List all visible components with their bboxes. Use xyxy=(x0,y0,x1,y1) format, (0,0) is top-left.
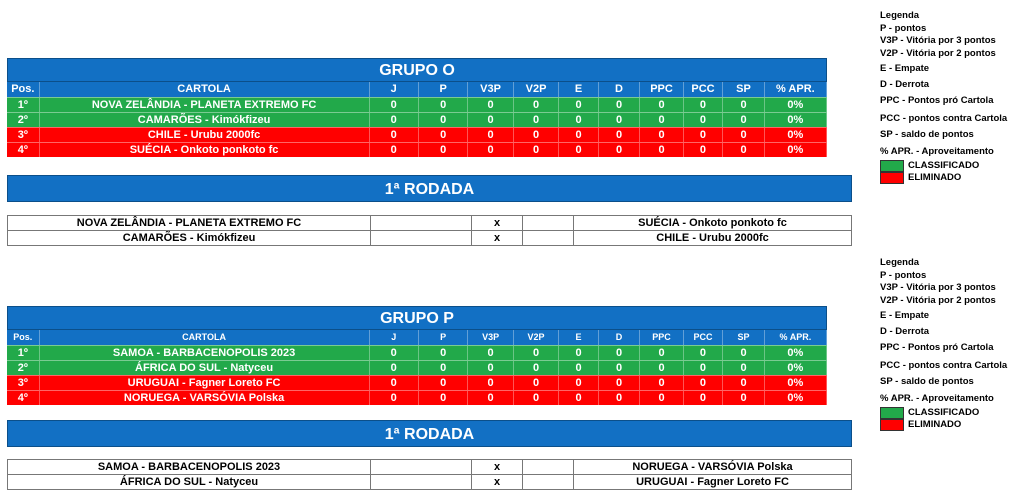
pos-cell: 4º xyxy=(7,143,40,157)
e-cell: 0 xyxy=(559,346,599,360)
col-v3p: V3P xyxy=(468,82,513,97)
col-p: P xyxy=(419,82,468,97)
legend-item: PPC - Pontos pró Cartola xyxy=(880,95,994,106)
ppc-cell: 0 xyxy=(640,98,683,112)
match-row xyxy=(8,216,852,231)
legend-item: D - Derrota xyxy=(880,325,930,337)
home-team: CAMARÕES - Kimókfizeu xyxy=(8,231,371,246)
pos-cell: 3º xyxy=(7,376,40,390)
pcc-cell: 0 xyxy=(684,128,724,142)
col-d: D xyxy=(599,82,641,97)
d-cell: 0 xyxy=(599,391,641,405)
col-ppc: PPC xyxy=(640,82,683,97)
sp-cell: 0 xyxy=(723,128,765,142)
sp-cell: 0 xyxy=(723,361,765,375)
table-row xyxy=(7,97,827,112)
legend-top xyxy=(880,10,1007,184)
versus: x xyxy=(472,231,523,246)
team-name-cell: URUGUAI - Fagner Loreto FC xyxy=(40,376,370,390)
home-score xyxy=(371,216,472,231)
col-apr: % APR. xyxy=(765,82,827,97)
team-name-cell: SAMOA - BARBACENOPOLIS 2023 xyxy=(40,346,370,360)
versus: x xyxy=(472,460,523,475)
pcc-cell: 0 xyxy=(684,98,724,112)
d-cell: 0 xyxy=(599,113,641,127)
classified-swatch xyxy=(880,407,904,419)
away-team: NORUEGA - VARSÓVIA Polska xyxy=(574,460,852,475)
away-team: CHILE - Urubu 2000fc xyxy=(574,231,852,246)
team-name-cell: SUÉCIA - Onkoto ponkoto fc xyxy=(40,143,370,157)
legend-item: P - pontos xyxy=(880,22,927,34)
d-cell: 0 xyxy=(599,98,641,112)
ppc-cell: 0 xyxy=(640,361,683,375)
v2p-cell: 0 xyxy=(514,361,559,375)
p-cell: 0 xyxy=(419,128,468,142)
group-title: GRUPO P xyxy=(7,306,827,330)
v2p-cell: 0 xyxy=(514,376,559,390)
col-j: J xyxy=(370,82,419,97)
col-pcc: PCC xyxy=(684,82,724,97)
j-cell: 0 xyxy=(370,346,419,360)
table-row xyxy=(7,360,827,375)
match-table xyxy=(7,459,852,490)
team-name-cell: CAMARÕES - Kimókfizeu xyxy=(40,113,370,127)
versus: x xyxy=(472,216,523,231)
legend-item: V2P - Vitória por 2 pontos xyxy=(880,47,996,59)
v3p-cell: 0 xyxy=(468,361,513,375)
table-row xyxy=(7,390,827,405)
v3p-cell: 0 xyxy=(468,128,513,142)
v2p-cell: 0 xyxy=(514,346,559,360)
home-score xyxy=(371,231,472,246)
match-row xyxy=(8,231,852,246)
pos-cell: 2º xyxy=(7,113,40,127)
sp-cell: 0 xyxy=(723,113,765,127)
match-row xyxy=(8,460,852,475)
round-title: 1ª RODADA xyxy=(7,420,852,447)
sp-cell: 0 xyxy=(723,376,765,390)
e-cell: 0 xyxy=(559,143,599,157)
apr-cell: 0% xyxy=(765,113,827,127)
ppc-cell: 0 xyxy=(640,376,683,390)
p-cell: 0 xyxy=(419,376,468,390)
p-cell: 0 xyxy=(419,113,468,127)
v2p-cell: 0 xyxy=(514,128,559,142)
e-cell: 0 xyxy=(559,113,599,127)
legend-item: E - Empate xyxy=(880,310,930,321)
apr-cell: 0% xyxy=(765,128,827,142)
eliminated-swatch xyxy=(880,172,904,184)
col-apr: % APR. xyxy=(765,330,827,345)
v2p-cell: 0 xyxy=(514,391,559,405)
team-name-cell: NOVA ZELÂNDIA - PLANETA EXTREMO FC xyxy=(40,98,370,112)
j-cell: 0 xyxy=(370,113,419,127)
legend-item: P - pontos xyxy=(880,269,927,281)
legend-item: PCC - pontos contra Cartola xyxy=(880,359,1008,371)
legend-item: SP - saldo de pontos xyxy=(880,376,974,387)
home-team: SAMOA - BARBACENOPOLIS 2023 xyxy=(8,460,371,475)
legend-item: Legenda xyxy=(880,10,920,21)
e-cell: 0 xyxy=(559,98,599,112)
col-v2p: V2P xyxy=(514,82,559,97)
e-cell: 0 xyxy=(559,391,599,405)
legend-item: % APR. - Aproveitamento xyxy=(880,392,994,404)
apr-cell: 0% xyxy=(765,143,827,157)
v3p-cell: 0 xyxy=(468,346,513,360)
d-cell: 0 xyxy=(599,361,641,375)
legend-item: V2P - Vitória por 2 pontos xyxy=(880,294,996,306)
e-cell: 0 xyxy=(559,376,599,390)
col-pos: Pos. xyxy=(7,82,40,97)
apr-cell: 0% xyxy=(765,376,827,390)
table-row xyxy=(7,127,827,142)
away-team: URUGUAI - Fagner Loreto FC xyxy=(574,475,852,490)
away-score xyxy=(523,216,574,231)
legend-item: PPC - Pontos pró Cartola xyxy=(880,342,994,353)
v3p-cell: 0 xyxy=(468,391,513,405)
pos-cell: 3º xyxy=(7,128,40,142)
pcc-cell: 0 xyxy=(684,376,724,390)
col-cartola: CARTOLA xyxy=(40,330,370,345)
col-sp: SP xyxy=(723,82,765,97)
home-team: NOVA ZELÂNDIA - PLANETA EXTREMO FC xyxy=(8,216,371,231)
p-cell: 0 xyxy=(419,98,468,112)
v3p-cell: 0 xyxy=(468,98,513,112)
p-cell: 0 xyxy=(419,391,468,405)
table-row xyxy=(7,112,827,127)
pos-cell: 4º xyxy=(7,391,40,405)
classified-swatch xyxy=(880,160,904,172)
legend-item: V3P - Vitória por 3 pontos xyxy=(880,35,996,46)
col-v3p: V3P xyxy=(468,330,513,345)
table-row xyxy=(7,375,827,390)
standings-header xyxy=(7,82,827,97)
sp-cell: 0 xyxy=(723,346,765,360)
legend-eliminated xyxy=(880,419,1007,431)
apr-cell: 0% xyxy=(765,98,827,112)
classified-label: CLASSIFICADO xyxy=(908,159,980,171)
d-cell: 0 xyxy=(599,346,641,360)
legend-item: % APR. - Aproveitamento xyxy=(880,145,994,157)
legend-bottom xyxy=(880,257,1007,431)
legend-eliminated xyxy=(880,172,1007,184)
team-name-cell: ÁFRICA DO SUL - Natyceu xyxy=(40,361,370,375)
round-title: 1ª RODADA xyxy=(7,175,852,202)
j-cell: 0 xyxy=(370,361,419,375)
j-cell: 0 xyxy=(370,98,419,112)
legend-item: E - Empate xyxy=(880,63,930,74)
e-cell: 0 xyxy=(559,361,599,375)
pcc-cell: 0 xyxy=(684,391,724,405)
col-cartola: CARTOLA xyxy=(40,82,370,97)
legend-classified xyxy=(880,407,1007,419)
classified-label: CLASSIFICADO xyxy=(908,406,980,418)
v2p-cell: 0 xyxy=(514,143,559,157)
team-name-cell: CHILE - Urubu 2000fc xyxy=(40,128,370,142)
sp-cell: 0 xyxy=(723,391,765,405)
eliminated-label: ELIMINADO xyxy=(908,171,962,183)
legend-item: V3P - Vitória por 3 pontos xyxy=(880,282,996,293)
e-cell: 0 xyxy=(559,128,599,142)
table-row xyxy=(7,345,827,360)
col-d: D xyxy=(599,330,641,345)
pcc-cell: 0 xyxy=(684,361,724,375)
ppc-cell: 0 xyxy=(640,143,683,157)
j-cell: 0 xyxy=(370,376,419,390)
pcc-cell: 0 xyxy=(684,113,724,127)
pos-cell: 2º xyxy=(7,361,40,375)
j-cell: 0 xyxy=(370,391,419,405)
pcc-cell: 0 xyxy=(684,346,724,360)
v3p-cell: 0 xyxy=(468,143,513,157)
versus: x xyxy=(472,475,523,490)
legend-item: D - Derrota xyxy=(880,78,930,90)
legend-item: Legenda xyxy=(880,257,920,268)
d-cell: 0 xyxy=(599,143,641,157)
d-cell: 0 xyxy=(599,376,641,390)
eliminated-swatch xyxy=(880,419,904,431)
col-pcc: PCC xyxy=(684,330,724,345)
away-score xyxy=(523,231,574,246)
sp-cell: 0 xyxy=(723,98,765,112)
ppc-cell: 0 xyxy=(640,391,683,405)
col-e: E xyxy=(559,330,599,345)
col-v2p: V2P xyxy=(514,330,559,345)
v3p-cell: 0 xyxy=(468,376,513,390)
col-p: P xyxy=(419,330,468,345)
apr-cell: 0% xyxy=(765,361,827,375)
standings-header xyxy=(7,330,827,345)
p-cell: 0 xyxy=(419,143,468,157)
ppc-cell: 0 xyxy=(640,128,683,142)
home-score xyxy=(371,460,472,475)
away-score xyxy=(523,460,574,475)
table-row xyxy=(7,142,827,157)
col-e: E xyxy=(559,82,599,97)
ppc-cell: 0 xyxy=(640,113,683,127)
v2p-cell: 0 xyxy=(514,113,559,127)
pos-cell: 1º xyxy=(7,98,40,112)
col-j: J xyxy=(370,330,419,345)
group-title: GRUPO O xyxy=(7,58,827,82)
j-cell: 0 xyxy=(370,128,419,142)
legend-item: SP - saldo de pontos xyxy=(880,129,974,140)
col-ppc: PPC xyxy=(640,330,683,345)
v3p-cell: 0 xyxy=(468,113,513,127)
team-name-cell: NORUEGA - VARSÓVIA Polska xyxy=(40,391,370,405)
match-row xyxy=(8,475,852,490)
p-cell: 0 xyxy=(419,346,468,360)
away-score xyxy=(523,475,574,490)
d-cell: 0 xyxy=(599,128,641,142)
col-sp: SP xyxy=(723,330,765,345)
ppc-cell: 0 xyxy=(640,346,683,360)
group-p-standings xyxy=(7,306,827,405)
v2p-cell: 0 xyxy=(514,98,559,112)
eliminated-label: ELIMINADO xyxy=(908,418,962,430)
apr-cell: 0% xyxy=(765,391,827,405)
legend-classified xyxy=(880,160,1007,172)
p-cell: 0 xyxy=(419,361,468,375)
legend-item: PCC - pontos contra Cartola xyxy=(880,112,1008,124)
match-table xyxy=(7,215,852,246)
pcc-cell: 0 xyxy=(684,143,724,157)
home-score xyxy=(371,475,472,490)
sp-cell: 0 xyxy=(723,143,765,157)
group-o-standings xyxy=(7,58,827,157)
col-pos: Pos. xyxy=(7,330,40,345)
away-team: SUÉCIA - Onkoto ponkoto fc xyxy=(574,216,852,231)
apr-cell: 0% xyxy=(765,346,827,360)
j-cell: 0 xyxy=(370,143,419,157)
home-team: ÁFRICA DO SUL - Natyceu xyxy=(8,475,371,490)
pos-cell: 1º xyxy=(7,346,40,360)
